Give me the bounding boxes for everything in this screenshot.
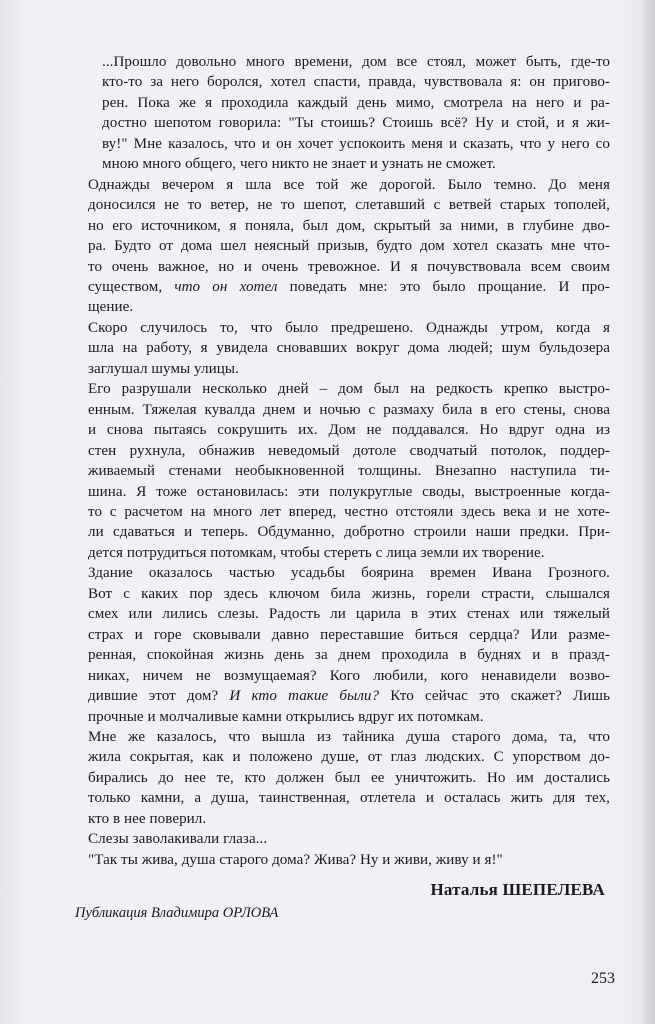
text-line: стен рухнула, обнажив неведомый дотоле сводчатый потолок, поддер- [88, 442, 610, 459]
text-line: Скоро случилось то, что было предрешено. Однажды утром, когда я [88, 319, 610, 336]
paragraph-3 [62, 318, 610, 379]
text-line [62, 277, 610, 297]
page-number: 253 [591, 970, 615, 987]
text-line: живаемый стенами необыкновенной толщины. Внезапно наступила ти- [88, 463, 610, 480]
text-line: прочные и молчаливые камни открылись вдруг их потомкам. [88, 708, 484, 725]
text-line: жила сокрытая, как и положено душе, от глаз людских. С упорством до- [88, 749, 610, 766]
italic-phrase: И кто такие были? [229, 688, 380, 705]
text-line: щение. [88, 299, 134, 316]
text-line: никах, ничем не возмущаемая? Кого любили, кого ненавидели возво- [88, 667, 610, 684]
text-line: доносился не то ветер, не то шепот, слетавший с ветвей старых тополей, [88, 197, 610, 214]
text-line: ву!" Мне казалось, что и он хочет успокоить меня и сказать, что у него со [102, 135, 610, 152]
text-line: смех или лились слезы. Радость ли царила в этих стенах или тяжелый [88, 606, 610, 623]
text-line: ...Прошло довольно много времени, дом все стоял, может быть, где-то [102, 54, 610, 70]
text-line: Мне же казалось, что вышла из тайника душа старого дома, та, что [88, 728, 610, 745]
article-text [62, 52, 610, 870]
text-line: заглушал шумы улицы. [88, 360, 239, 377]
text-line: то с расчетом на много лет вперед, честно отстояли здесь века и не хоте- [88, 503, 610, 520]
text-segment: существом, [88, 278, 175, 295]
text-line: ра. Будто от дома шел неясный призыв, будто дом хотел сказать мне что- [88, 238, 610, 255]
text-line: ренная, спокойная жизнь день за днем проходила в буднях и в празд- [88, 647, 610, 664]
text-line [62, 686, 610, 706]
paragraph-6 [62, 727, 610, 829]
text-line: кто-то за него боролся, хотел спасти, правда, чувствовала я: он пригово- [102, 74, 610, 91]
paragraph-8 [62, 850, 610, 870]
text-line: Вот с каких пор здесь ключом била жизнь, горели страсти, слышался [88, 585, 610, 602]
italic-phrase: что он хотел [174, 278, 278, 295]
text-line: страх и горе сковывали давно переставшие биться сердца? Или разме- [88, 626, 610, 643]
text-line: достно шепотом говорила: "Ты стоишь? Стоишь всё? Ну и стой, и я жи- [102, 115, 610, 132]
text-line: рен. Пока же я проходила каждый день мимо, смотрела на него и ра- [102, 94, 610, 111]
text-line: и снова пытаясь сокрушить их. Дом не поддавался. Но вдруг одна из [88, 422, 610, 439]
text-line: Слезы заволакивали глаза... [88, 831, 268, 848]
text-line: мною много общего, чего никто не знает и узнать не сможет. [102, 156, 496, 173]
text-line: Здание оказалось частью усадьбы боярина времен Ивана Грозного. [88, 565, 610, 582]
paragraph-4 [62, 379, 610, 563]
text-line: кто в нее поверил. [88, 810, 207, 827]
paragraph-7 [62, 829, 610, 849]
text-line: то очень важное, но и очень тревожное. И я почувствовала всем своим [88, 258, 610, 275]
text-line: Однажды вечером я шла все той же дорогой. Было темно. До меня [88, 176, 610, 193]
paragraph-5 [62, 563, 610, 727]
text-line: шла на работу, я увидела сновавших вокруг дома людей; шум бульдозера [88, 340, 610, 357]
text-line: дется потрудиться потомкам, чтобы стереть с лица земли их творение. [88, 544, 545, 561]
text-line: "Так ты жива, душа старого дома? Жива? Ну и живи, живу и я!" [88, 851, 503, 868]
author-signature: Наталья ШЕПЕЛЕВА [430, 880, 605, 899]
text-line: ли сдаваться и теперь. Обдуманно, добротно строили наши предки. При- [88, 524, 610, 541]
text-line: Его разрушали несколько дней – дом был на редкость крепко выстро- [88, 381, 610, 398]
text-segment: Кто сейчас это скажет? Лишь [379, 688, 610, 705]
text-line: шина. Я тоже остановилась: эти полукруглые своды, выстроенные когда- [88, 483, 610, 500]
publication-credit: Публикация Владимира ОРЛОВА [75, 905, 279, 921]
paragraph-1 [62, 52, 610, 175]
text-segment: дившие этот дом? [88, 688, 230, 705]
text-line: но его источником, я поняла, был дом, скрытый за ними, в глубине дво- [88, 217, 610, 234]
paragraph-2 [62, 175, 610, 318]
text-line: бирались до нее те, кто должен был ее уничтожить. Но им достались [88, 769, 610, 786]
text-line: только камни, а душа, таинственная, отлетела и осталась жить для тех, [88, 790, 610, 807]
text-line: енным. Тяжелая кувалда днем и ночью с размаху била в его стены, снова [88, 401, 610, 418]
text-segment: поведать мне: это было прощание. И про- [277, 278, 610, 295]
